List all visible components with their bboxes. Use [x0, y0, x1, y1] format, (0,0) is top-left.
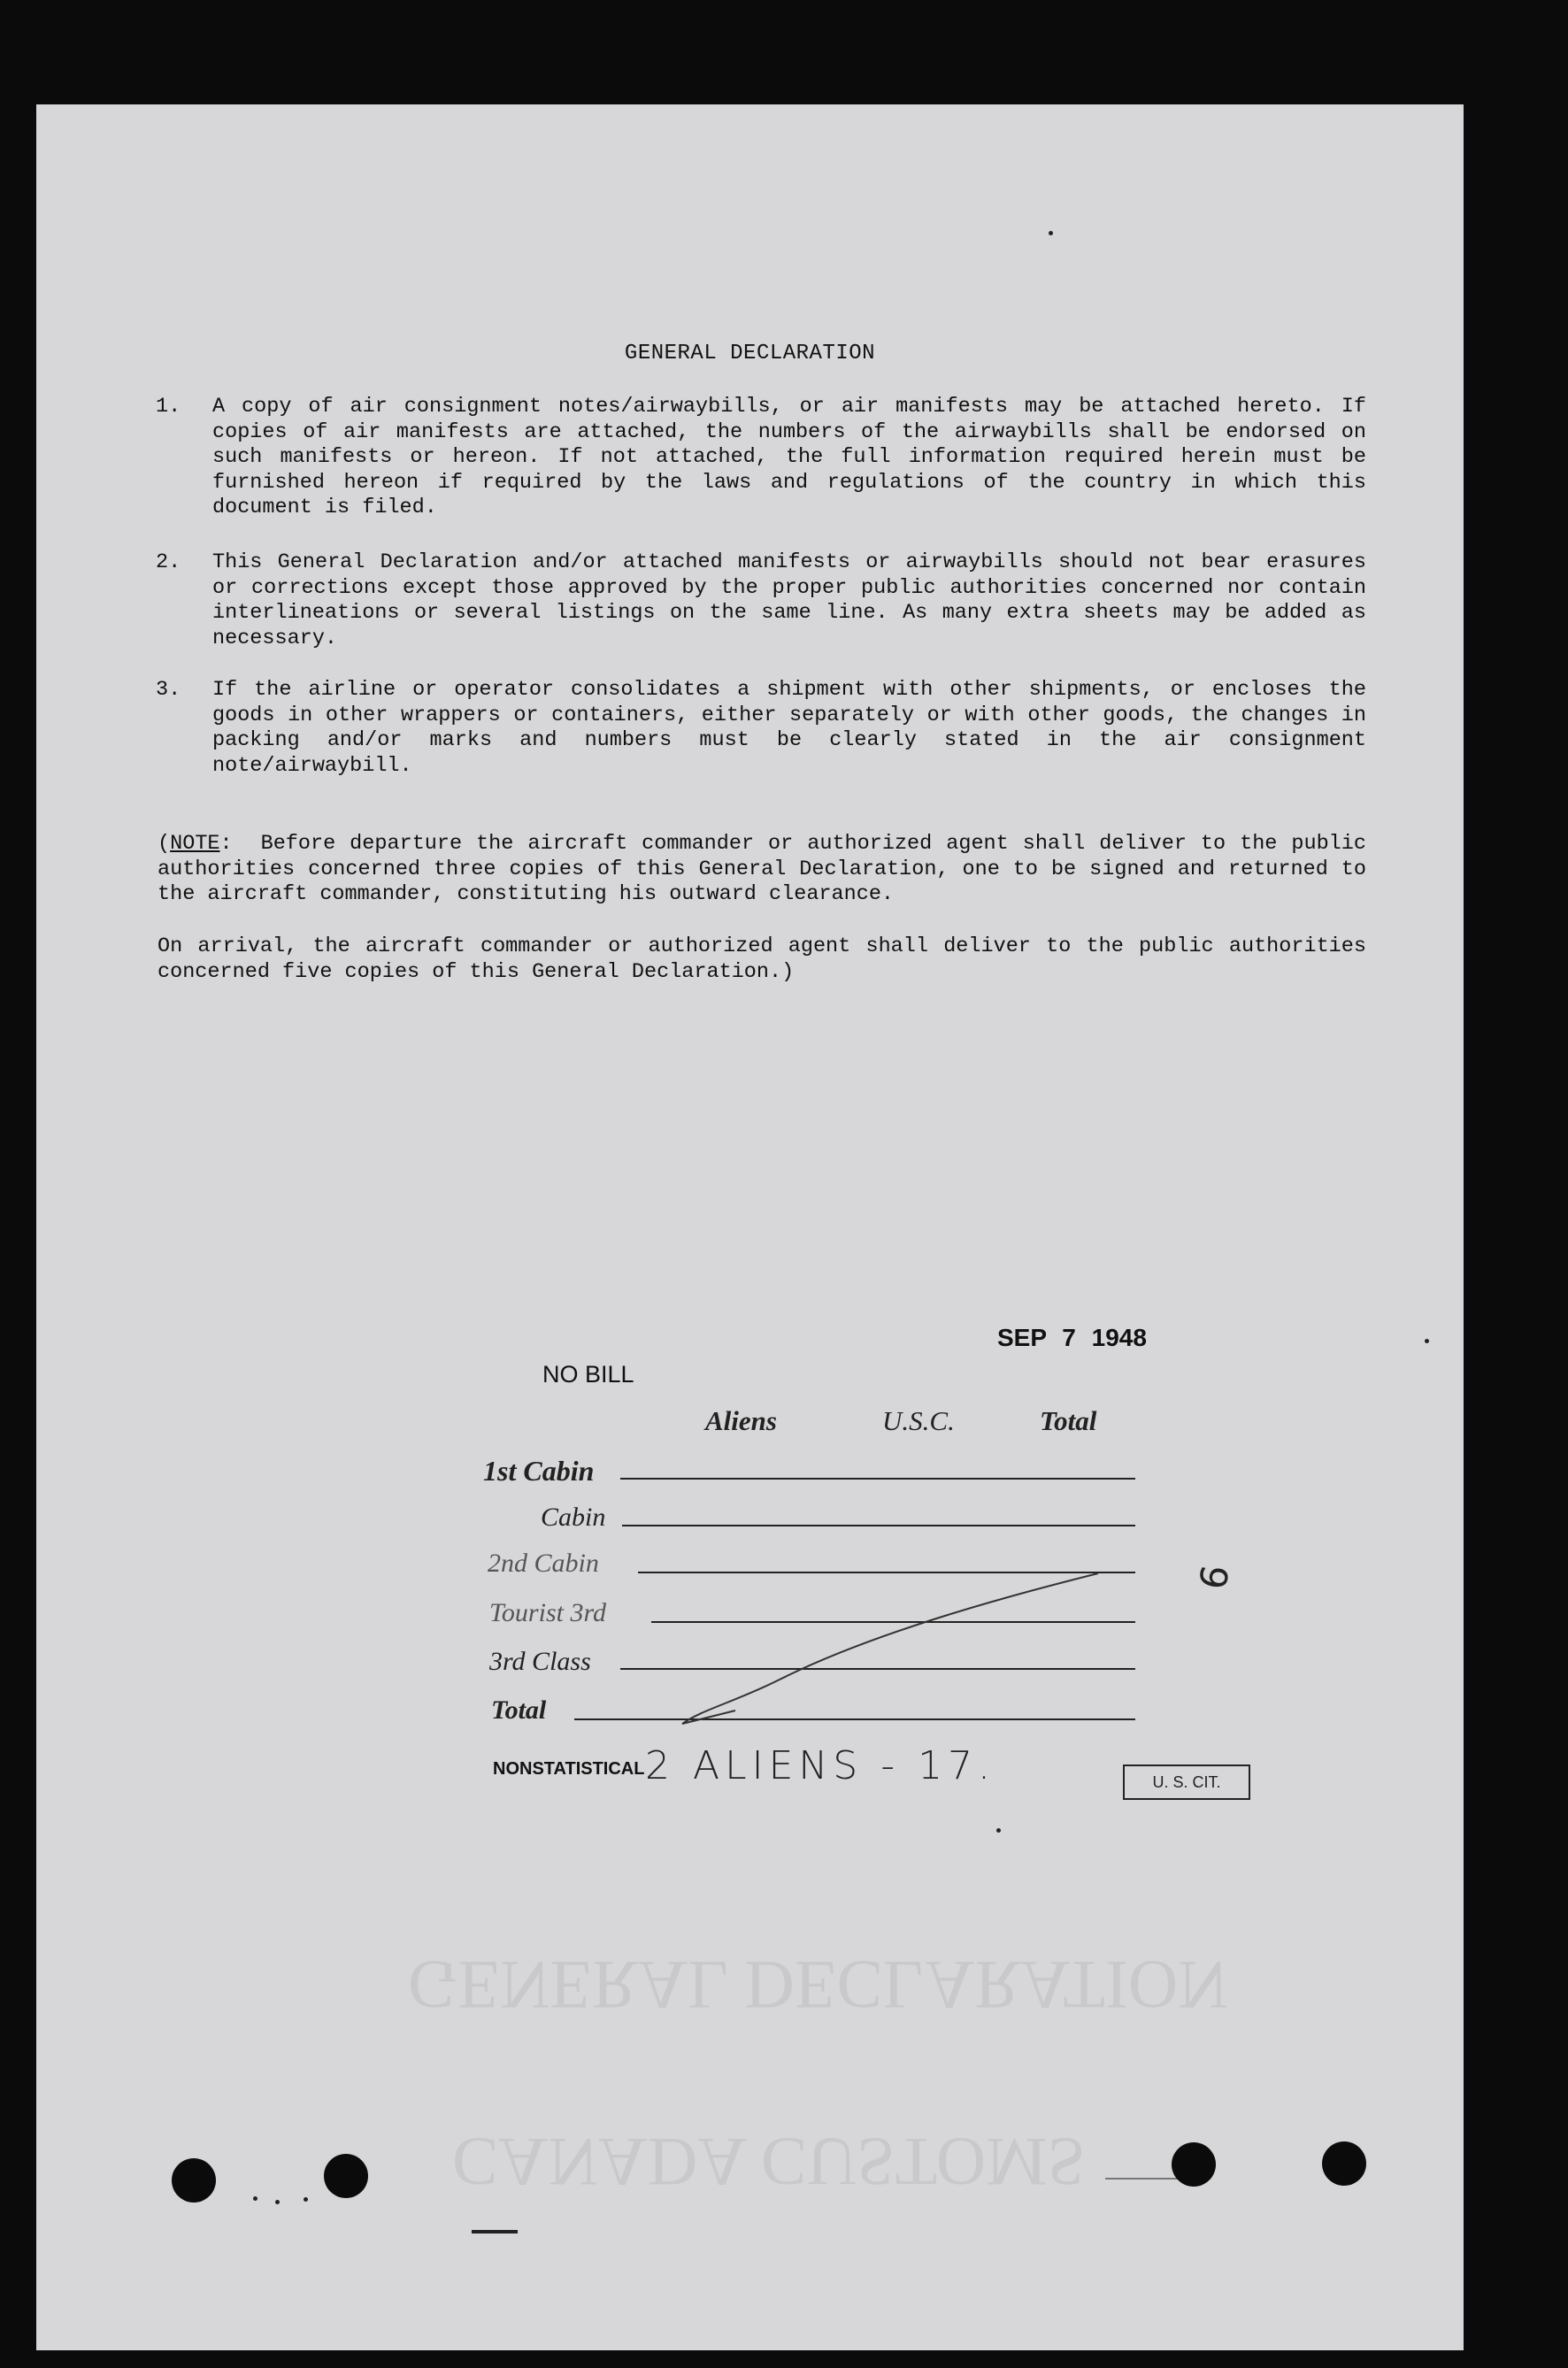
- show-through-text: CANADA CUSTOMS: [452, 2124, 1086, 2201]
- item-number: 3.: [156, 678, 181, 702]
- row-label-3rd-class: 3rd Class: [489, 1647, 591, 1676]
- note-label: NOTE: [170, 832, 220, 856]
- document-page: [36, 104, 1464, 2350]
- speck: [304, 2197, 308, 2202]
- row-label-cabin: Cabin: [541, 1503, 606, 1532]
- note-text: Before departure the aircraft commander or authorized agent shall deliver to the public authorities concerned three copies of this General Declaration, one to be signed and returned to the aircraft commander, constituting his outward clearance.: [158, 832, 1366, 906]
- show-through-text: GENERAL DECLARATION: [408, 1947, 1228, 2024]
- speck: [1425, 1339, 1429, 1343]
- note-paragraph: On arrival, the aircraft commander or authorized agent shall deliver to the public authorities concerned five copies of this General Declaration.): [158, 934, 1366, 984]
- date-stamp: SEP 7 1948: [997, 1324, 1147, 1351]
- speck: [996, 1828, 1001, 1833]
- row-line: [622, 1525, 1135, 1526]
- speck: [1049, 231, 1053, 235]
- punch-hole: [1172, 2142, 1216, 2187]
- nonstatistical-label: NONSTATISTICAL: [493, 1759, 645, 1779]
- speck: [253, 2196, 257, 2201]
- row-label-1st-cabin: 1st Cabin: [483, 1455, 595, 1487]
- speck: [275, 2200, 280, 2204]
- item-number: 2.: [156, 550, 181, 574]
- handwritten-note: 2 ALIENS - 17.: [645, 1743, 996, 1788]
- punch-hole: [172, 2158, 216, 2203]
- row-label-2nd-cabin: 2nd Cabin: [488, 1549, 599, 1578]
- punch-hole: [1322, 2141, 1366, 2186]
- margin-mark: 6: [1190, 1562, 1238, 1593]
- smudge-line: [1105, 2178, 1183, 2180]
- column-header-total: Total: [1040, 1405, 1097, 1436]
- page-title: GENERAL DECLARATION: [624, 342, 876, 365]
- row-label-total: Total: [491, 1695, 547, 1725]
- row-label-tourist-3rd: Tourist 3rd: [489, 1598, 607, 1627]
- item-number: 1.: [156, 395, 181, 419]
- us-cit-stamp: U. S. CIT.: [1123, 1764, 1250, 1800]
- column-header-aliens: Aliens: [705, 1405, 777, 1436]
- no-bill-stamp: NO BILL: [542, 1361, 634, 1388]
- column-header-usc: U.S.C.: [882, 1405, 955, 1436]
- note-paragraph: (NOTE: Before departure the aircraft commander or authorized agent shall deliver to the public authorities concerned three copies of this General Declaration, one to be signed and returned to the aircraft commander, constituting his outward clearance.: [158, 832, 1366, 906]
- instruction-paragraph: A copy of air consignment notes/airwaybills, or air manifests may be attached hereto. If copies of air manifests are attached, the numbers of the airwaybills shall be endorsed on such manifests or hereon. If not attached, the full information required herein must be furnished hereon if required by the laws and regulations of the country in which this document is filed.: [212, 395, 1366, 519]
- punch-hole: [324, 2154, 368, 2198]
- instruction-paragraph: If the airline or operator consolidates a shipment with other shipments, or encloses the goods in other wrappers or containers, either separately or with other goods, the changes in packing and/or marks and numbers must be clearly stated in the air consignment note/airwaybill.: [212, 678, 1366, 778]
- row-line: [620, 1478, 1135, 1480]
- pen-stroke: [638, 1556, 1116, 1733]
- smudge-line: [472, 2230, 518, 2233]
- instruction-paragraph: This General Declaration and/or attached manifests or airwaybills should not bear erasures or corrections except those approved by the proper public authorities concerned nor contain interlineations or several listings on the same line. As many extra sheets may be added as necessary.: [212, 550, 1366, 650]
